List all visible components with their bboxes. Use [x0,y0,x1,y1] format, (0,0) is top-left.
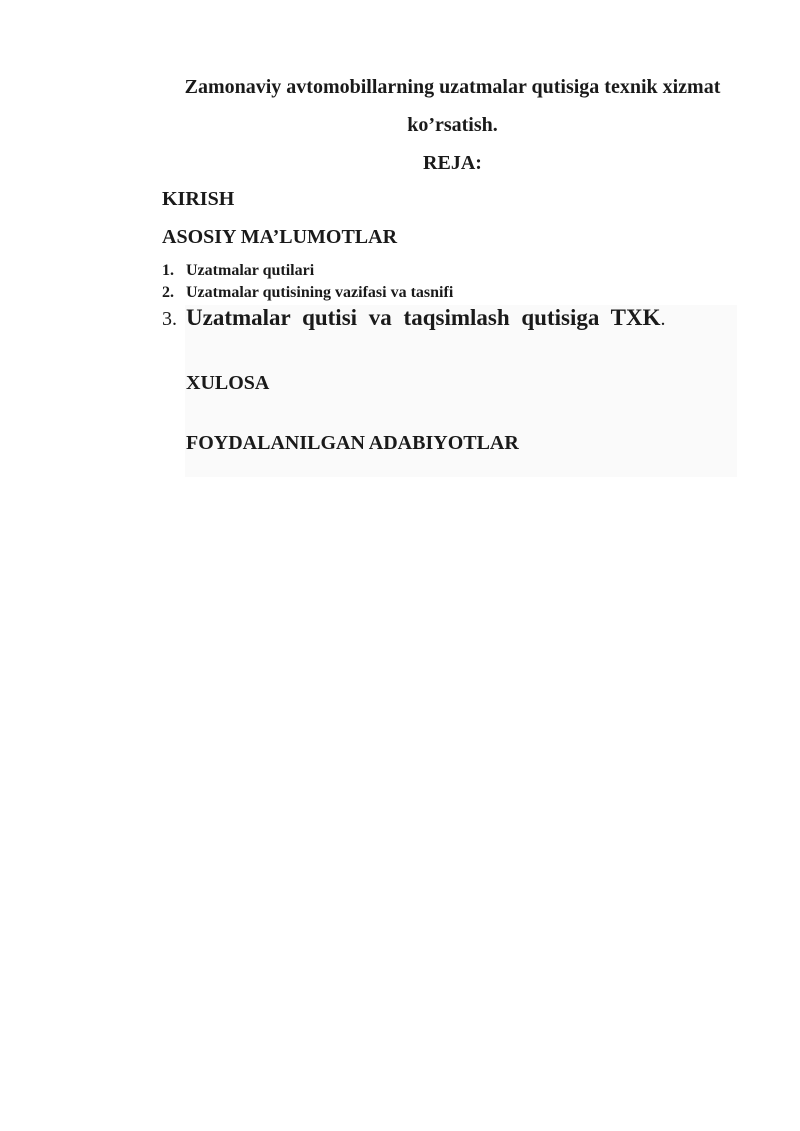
section-intro: KIRISH [162,188,235,210]
list-item-text: Uzatmalar qutisi va taqsimlash qutisiga TXK [186,305,661,330]
list-item-text: Uzatmalar qutilari [186,262,315,279]
list-item [162,305,666,331]
list-item [162,262,314,280]
document-title-line-2: ko’rsatish. [407,114,498,136]
section-conclusion: XULOSA [186,372,270,394]
plan-heading: REJA: [423,152,482,174]
list-item-suffix: . [660,308,666,330]
section-main: ASOSIY MA’LUMOTLAR [162,226,398,248]
list-item-number: 3. [162,308,177,330]
list-item-number: 2. [162,284,174,301]
section-references: FOYDALANILGAN ADABIYOTLAR [186,432,519,454]
document-title-line-1: Zamonaviy avtomobillarning uzatmalar qutisiga texnik xizmat [184,76,721,98]
list-item-number: 1. [162,262,174,279]
list-item [162,284,453,302]
list-item-text: Uzatmalar qutisining vazifasi va tasnifi [186,284,454,301]
